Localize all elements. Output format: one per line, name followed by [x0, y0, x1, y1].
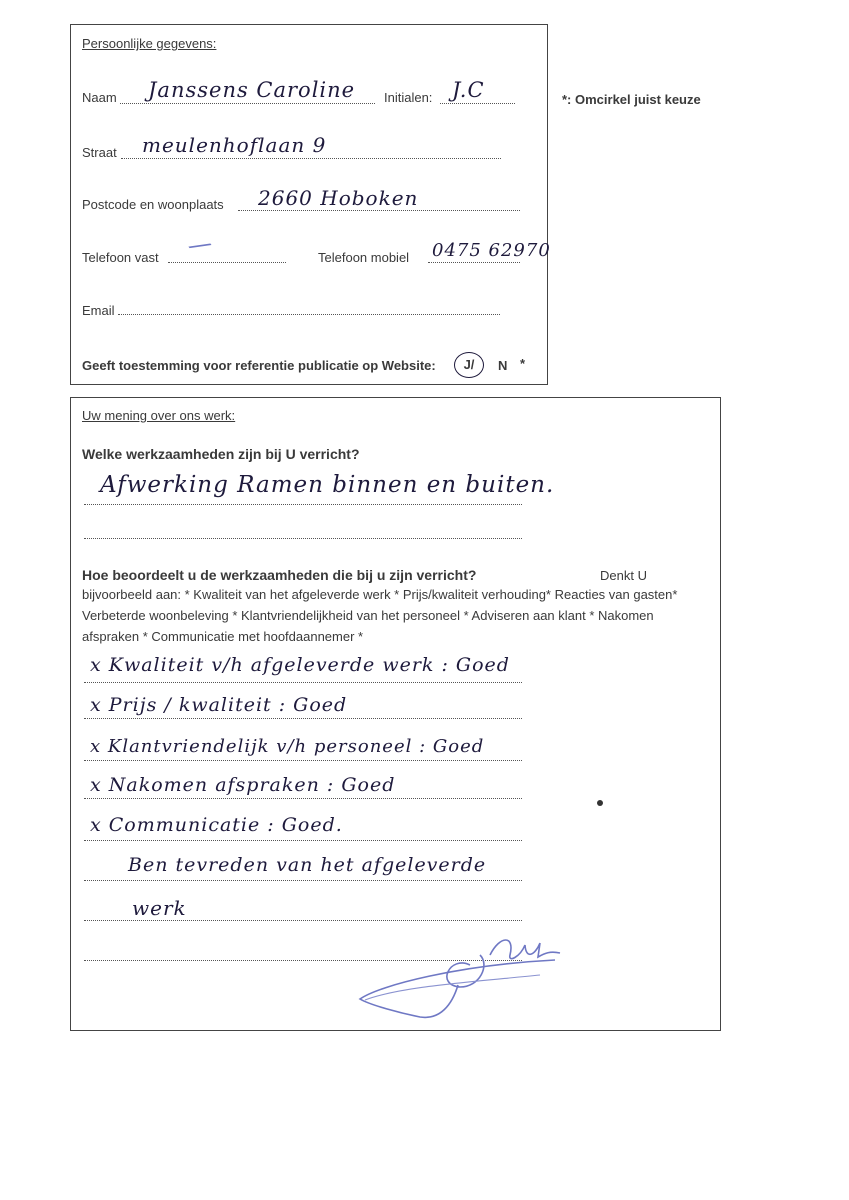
- postcode-label: Postcode en woonplaats: [82, 197, 224, 212]
- rating-line-3: [84, 760, 522, 761]
- tel-vast-value: /: [186, 234, 215, 258]
- rating-answer-3: x Klantvriendelijk v/h personeel : Goed: [90, 736, 485, 757]
- answer-1-line-1: [84, 504, 522, 505]
- postcode-line: [238, 210, 520, 211]
- examples-text: bijvoorbeeld aan: * Kwaliteit van het afgeleverde werk * Prijs/kwaliteit verhouding* Reacties van gasten* Verbeterde woonbeleving * Klantvriendelijkheid van het personeel * Adviseren aan klant * Nakomen afspraken * Communicatie met hoofdaannemer *: [82, 587, 678, 644]
- tel-mobiel-label: Telefoon mobiel: [318, 250, 410, 265]
- rating-answer-2: x Prijs / kwaliteit : Goed: [90, 694, 348, 716]
- email-line: [118, 314, 500, 315]
- consent-j: J: [463, 357, 471, 372]
- consent-star: *: [520, 356, 526, 371]
- side-note: *: Omcirkel juist keuze: [562, 92, 701, 107]
- rating-answer-1: x Kwaliteit v/h afgeleverde werk : Goed: [90, 654, 510, 676]
- opinion-heading: Uw mening over ons werk:: [82, 408, 236, 423]
- consent-n: N: [498, 358, 508, 373]
- tel-mobiel-value: 0475 62970: [432, 240, 551, 261]
- consent-text: Geeft toestemming voor referentie publicatie op Website:: [82, 358, 436, 373]
- tel-vast-line: [168, 262, 286, 263]
- initialen-value: J.C: [452, 78, 485, 102]
- question-2: Hoe beoordeelt u de werkzaamheden die bij u zijn verricht?: [82, 567, 477, 583]
- consent-j-option: [454, 352, 484, 378]
- rating-line-5: [84, 840, 522, 841]
- rating-line-6: [84, 880, 522, 881]
- rating-answer-4: x Nakomen afspraken : Goed: [90, 774, 396, 796]
- rating-line-4: [84, 798, 522, 799]
- stray-mark: [597, 800, 603, 806]
- answer-1: Afwerking Ramen binnen en buiten.: [100, 472, 555, 498]
- consent-slash: /: [470, 357, 475, 372]
- naam-value: Janssens Caroline: [148, 78, 356, 102]
- rating-answer-6: Ben tevreden van het afgeleverde: [128, 854, 487, 876]
- denkt-u: Denkt U: [600, 568, 647, 583]
- tel-mobiel-line: [428, 262, 520, 263]
- rating-line-2: [84, 718, 522, 719]
- straat-line: [121, 158, 501, 159]
- straat-value: meulenhoflaan 9: [142, 133, 327, 157]
- email-label: Email: [82, 303, 115, 318]
- initialen-line: [440, 103, 515, 104]
- initialen-label: Initialen:: [384, 90, 433, 105]
- straat-label: Straat: [82, 145, 117, 160]
- signature: [340, 925, 580, 1035]
- naam-label: Naam: [82, 90, 117, 105]
- tel-vast-label: Telefoon vast: [82, 250, 159, 265]
- rating-line-1: [84, 682, 522, 683]
- rating-line-7: [84, 920, 522, 921]
- naam-line: [120, 103, 375, 104]
- personal-heading: Persoonlijke gegevens:: [82, 36, 217, 51]
- rating-answer-5: x Communicatie : Goed.: [90, 814, 343, 836]
- question-1: Welke werkzaamheden zijn bij U verricht?: [82, 446, 360, 462]
- answer-1-line-2: [84, 538, 522, 539]
- postcode-value: 2660 Hoboken: [258, 186, 419, 210]
- rating-answer-7: werk: [132, 896, 187, 920]
